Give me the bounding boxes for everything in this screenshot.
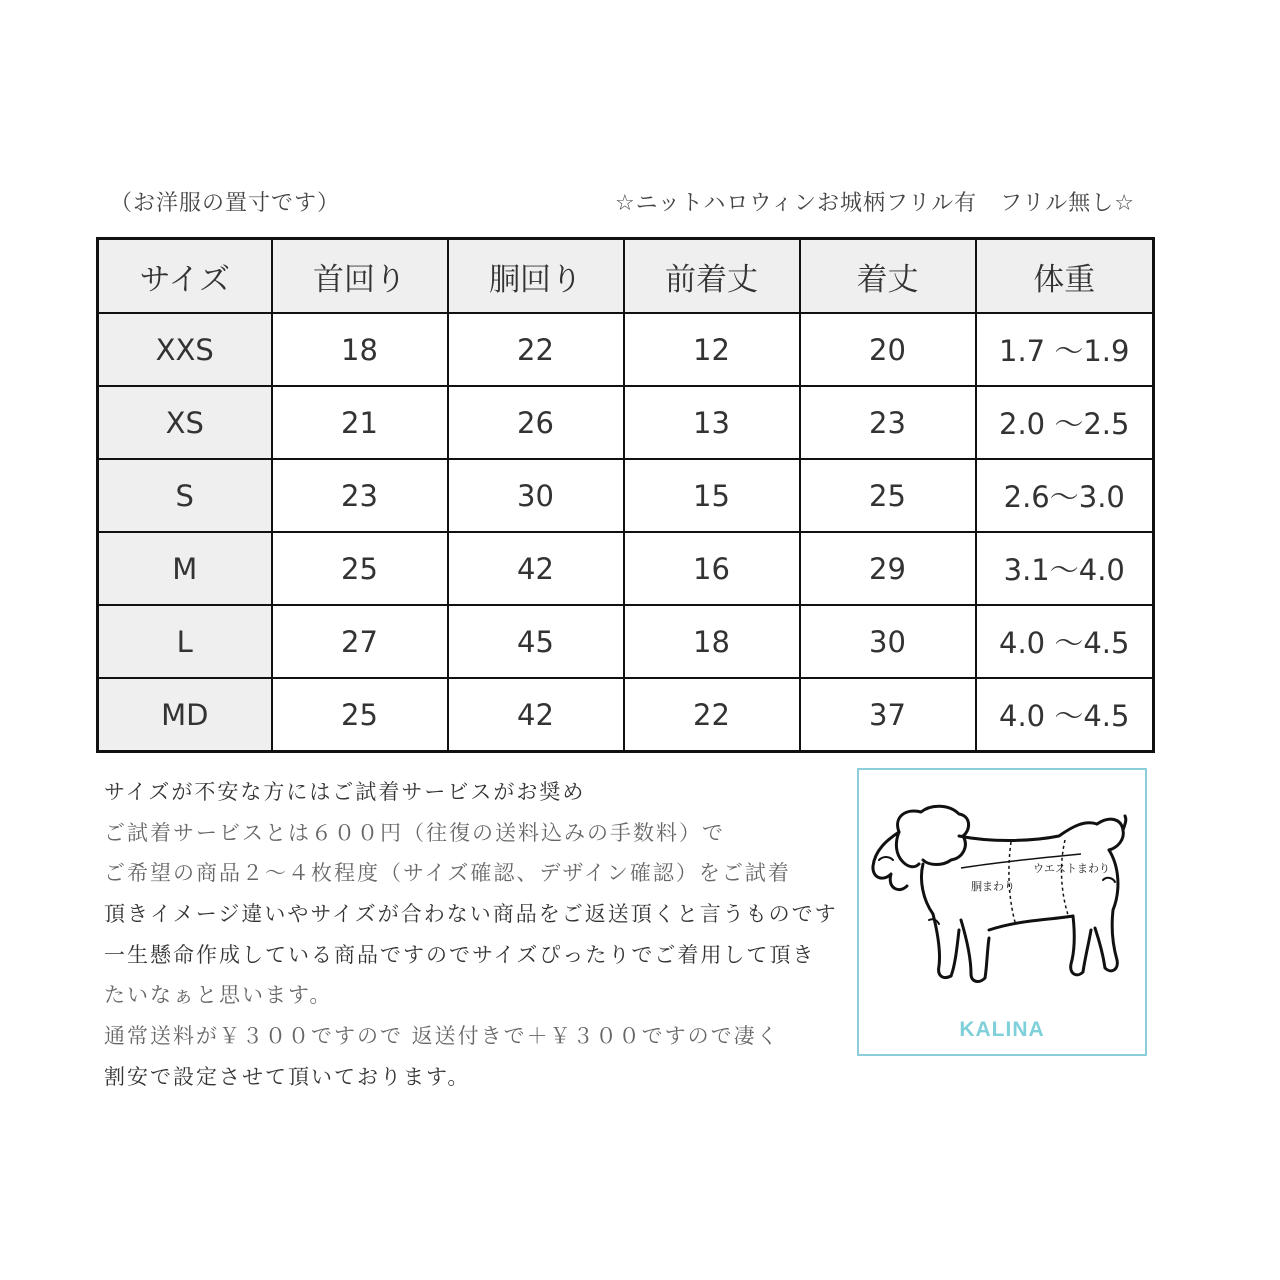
header-size: サイズ	[98, 239, 272, 314]
header-chest: 胴回り	[448, 239, 624, 314]
cell-size: MD	[98, 678, 272, 752]
cell-weight: 2.0 ～2.5	[976, 386, 1154, 459]
cell-length: 29	[800, 532, 976, 605]
cell-neck: 23	[272, 459, 448, 532]
cell-size: XXS	[98, 313, 272, 386]
cell-weight: 4.0 ～4.5	[976, 678, 1154, 752]
cell-weight: 1.7 ～1.9	[976, 313, 1154, 386]
table-row	[98, 459, 1154, 532]
note-line: たいなぁと思います。	[104, 983, 333, 1008]
cell-front-length: 18	[624, 605, 800, 678]
table-header-row	[98, 239, 1154, 314]
note-line: 頂きイメージ違いやサイズが合わない商品をご返送頂くと言うものです	[104, 902, 838, 927]
cell-length: 37	[800, 678, 976, 752]
header-weight: 体重	[976, 239, 1154, 314]
cell-front-length: 16	[624, 532, 800, 605]
note-line: 一生懸命作成している商品ですのでサイズぴったりでご着用して頂き	[104, 942, 816, 967]
header-front-length: 前着丈	[624, 239, 800, 314]
note-line: 通常送料が￥３００ですので 返送付きで＋￥３００ですので凄く	[104, 1024, 780, 1049]
fitting-service-notes	[104, 772, 864, 1098]
table-row	[98, 532, 1154, 605]
note-line: サイズが不安な方にはご試着サービスがお奨め	[104, 780, 586, 804]
brand-logo: KALINA	[959, 1018, 1045, 1041]
cell-size: L	[98, 605, 272, 678]
cell-weight: 2.6～3.0	[976, 459, 1154, 532]
cell-size: S	[98, 459, 272, 532]
measurement-diagram	[857, 768, 1147, 1056]
dog-outline-icon	[859, 770, 1145, 1054]
belly-label: 胴まわり	[971, 880, 1015, 893]
top-note-left: （お洋服の置寸です）	[110, 191, 341, 216]
cell-chest: 30	[448, 459, 624, 532]
cell-weight: 4.0 ～4.5	[976, 605, 1154, 678]
cell-front-length: 22	[624, 678, 800, 752]
size-table	[96, 237, 1155, 753]
cell-length: 30	[800, 605, 976, 678]
cell-neck: 25	[272, 678, 448, 752]
cell-chest: 45	[448, 605, 624, 678]
cell-length: 23	[800, 386, 976, 459]
waist-label: ウエストまわり	[1033, 862, 1110, 875]
table-row	[98, 386, 1154, 459]
cell-neck: 27	[272, 605, 448, 678]
header-neck: 首回り	[272, 239, 448, 314]
table-row	[98, 313, 1154, 386]
note-line: 割安で設定させて頂いております。	[104, 1064, 471, 1089]
cell-front-length: 13	[624, 386, 800, 459]
cell-neck: 21	[272, 386, 448, 459]
table-row	[98, 678, 1154, 752]
cell-front-length: 12	[624, 313, 800, 386]
cell-size: XS	[98, 386, 272, 459]
cell-chest: 42	[448, 678, 624, 752]
top-note-right: ☆ニットハロウィンお城柄フリル有 フリル無し☆	[614, 191, 1135, 216]
note-line: ご希望の商品２～４枚程度（サイズ確認、デザイン確認）をご試着	[104, 861, 791, 886]
cell-size: M	[98, 532, 272, 605]
cell-weight: 3.1～4.0	[976, 532, 1154, 605]
cell-neck: 18	[272, 313, 448, 386]
cell-chest: 42	[448, 532, 624, 605]
cell-chest: 26	[448, 386, 624, 459]
cell-length: 25	[800, 459, 976, 532]
table-row	[98, 605, 1154, 678]
cell-neck: 25	[272, 532, 448, 605]
cell-front-length: 15	[624, 459, 800, 532]
header-length: 着丈	[800, 239, 976, 314]
cell-chest: 22	[448, 313, 624, 386]
note-line: ご試着サービスとは６００円（往復の送料込みの手数料）で	[104, 820, 725, 845]
cell-length: 20	[800, 313, 976, 386]
